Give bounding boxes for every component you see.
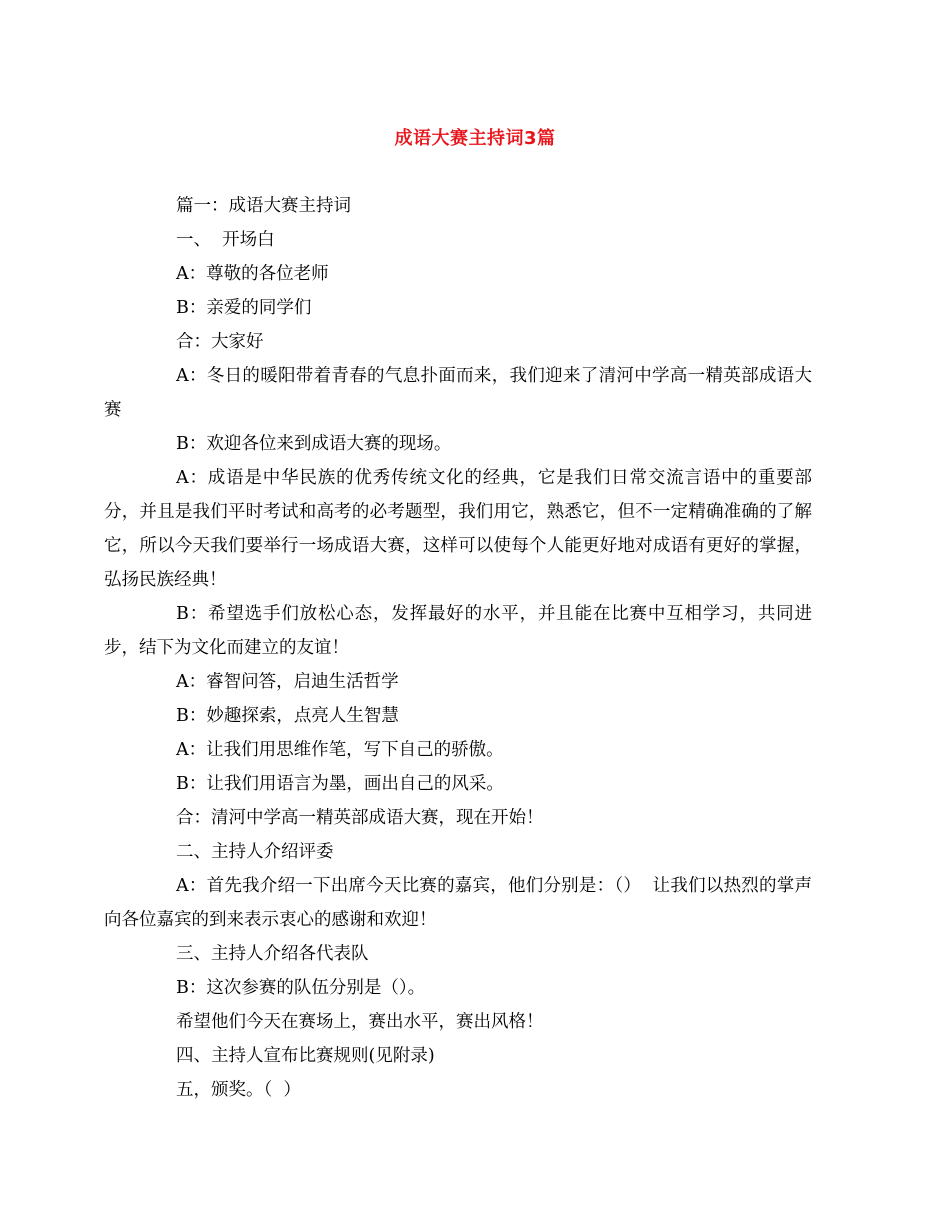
paragraph: A：尊敬的各位老师 [176,264,329,284]
paragraph: 篇一：成语大赛主持词 [176,196,351,216]
paragraph: A：首先我介绍一下出席今天比赛的嘉宾，他们分别是：（） 让我们以热烈的掌声向各位嘉宾的到来表示衷心的感谢和欢迎！ [104,876,812,930]
paragraph: A：睿智问答，启迪生活哲学 [176,672,399,692]
paragraph: 二、主持人介绍评委 [176,842,334,862]
paragraph: 五，颁奖。（ ） [176,1080,301,1100]
document-title: 成语大赛主持词3篇 [394,128,556,149]
paragraph: 一、 开场白 [176,230,275,250]
paragraph: 希望他们今天在赛场上，赛出水平，赛出风格！ [176,1012,544,1032]
paragraph: B：欢迎各位来到成语大赛的现场。 [176,434,452,454]
paragraph: 四、主持人宣布比赛规则(见附录) [176,1046,435,1066]
document-body [104,189,812,1107]
paragraph: A：成语是中华民族的优秀传统文化的经典，它是我们日常交流言语中的重要部分，并且是我们平时考试和高考的必考题型，我们用它，熟悉它，但不一定精确准确的了解它，所以今天我们要举行一场成语大赛，这样可以使每个人能更好地对成语有更好的掌握，弘扬民族经典！ [104,468,812,590]
paragraph: B：希望选手们放松心态，发挥最好的水平，并且能在比赛中互相学习，共同进步，结下为文化而建立的友谊！ [104,604,812,658]
paragraph: B：妙趣探索，点亮人生智慧 [176,706,399,726]
paragraph: 合：清河中学高一精英部成语大赛，现在开始！ [176,808,544,828]
paragraph: B：让我们用语言为墨，画出自己的风采。 [176,774,504,794]
paragraph: 三、主持人介绍各代表队 [176,944,369,964]
paragraph: A：冬日的暖阳带着青春的气息扑面而来，我们迎来了清河中学高一精英部成语大赛 [104,366,812,420]
paragraph: B：亲爱的同学们 [176,298,312,318]
paragraph: A：让我们用思维作笔，写下自己的骄傲。 [176,740,504,760]
paragraph: B：这次参赛的队伍分别是（）。 [176,978,426,998]
paragraph: 合：大家好 [176,332,264,352]
